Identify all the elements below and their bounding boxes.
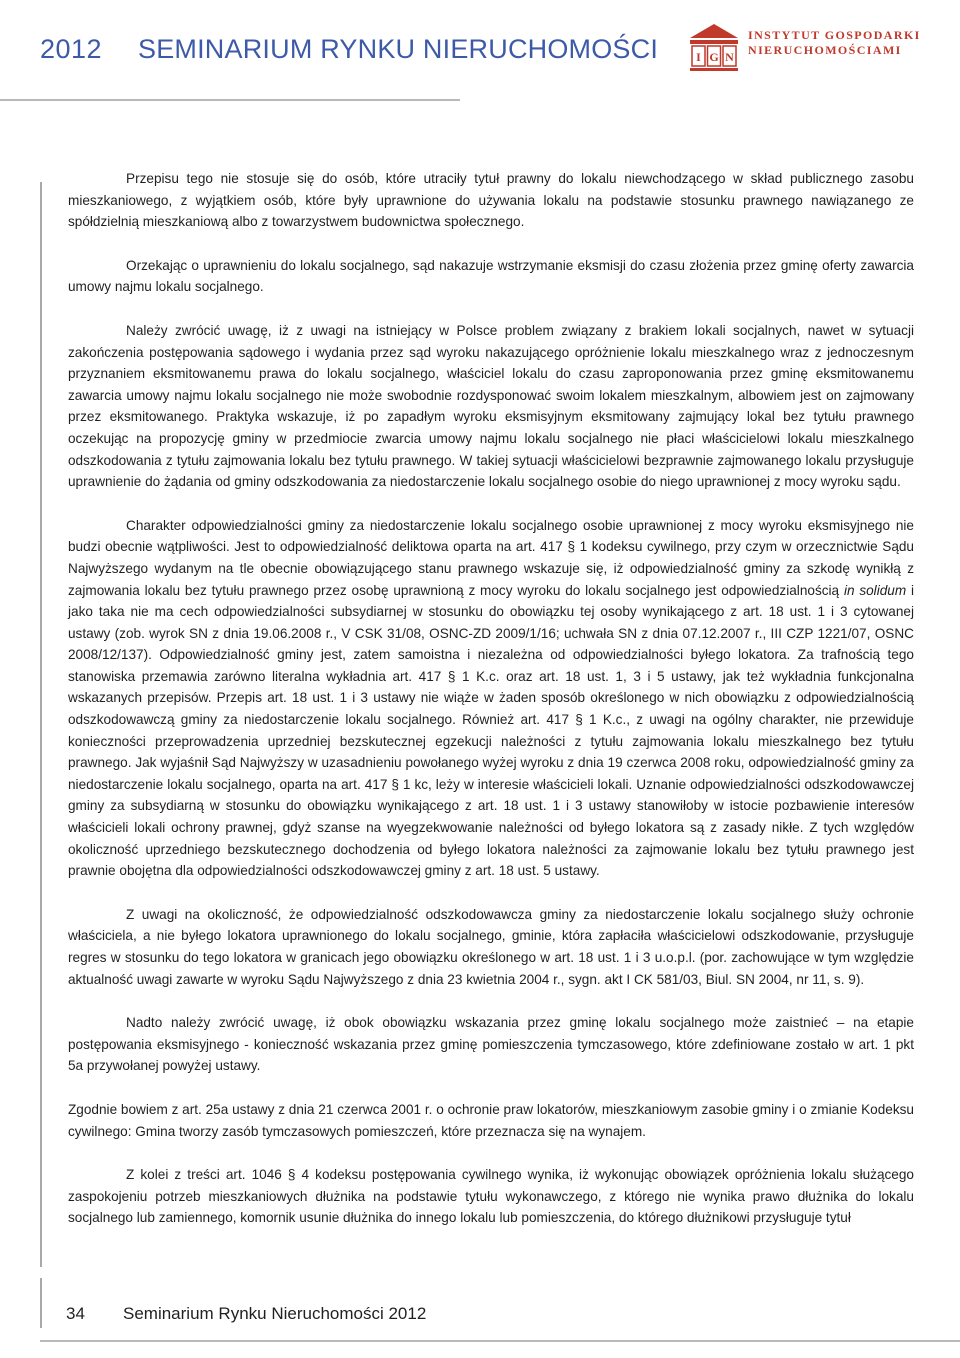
header-divider [0, 99, 460, 101]
ign-logo [686, 18, 946, 74]
header-year: 2012 [40, 34, 103, 64]
paragraph-text: i jako taka nie ma cech odpowiedzialności subsydiarnej w stosunku do obowiązku tej osoby wynikającego z art. 18 ust. 1 i 3 cytowanej ustawy (zob. wyrok SN z dnia 19.06.2008 r., V CSK 31/08, OSNC-ZD 2009/1/16; uchwała SN z dnia 07.12.2007 r., III CZP 1221/07, OSNC 2008/12/137). Odpowiedzialność gminy jest, zatem samoistna i niezależna od odpowiedzialności byłego lokatora. Za trafnością tego stanowiska przemawia zarówno literalna wykładnia art. 417 § 1 K.c. oraz art. 18 ust. 1, 3 i 5 ustawy, jak też wykładnia funkcjonalna wskazanych przepisów. Przepis art. 18 ust. 1 i 3 ustawy nie wiąże w żaden sposób określonego w nich obowiązku z odpowiedzialnością odszkodowawczą gminy za niedostarczenie lokalu socjalnego. Również art. 417 § 1 K.c., z uwagi na ogólny charakter, nie przewiduje konieczności przeprowadzenia uprzedniej bezskutecznej egzekucji należności z tytułu zajmowania lokalu mieszkalnego bez tytułu prawnego. Jak wyjaśnił Sąd Najwyższy w uzasadnieniu powołanego wyżej wyroku z dnia 19 czerwca 2008 roku, odpowiedzialność gminy za niedostarczenie lokalu socjalnego, oparta na art. 417 § 1 kc, leży w interesie właścicieli lokali. Uznanie odpowiedzialności odszkodowawczej gminy za subsydiarną w stosunku do obowiązku wynikającego z art. 18 ust. 1 i 3 ustawy stanowiłoby w istocie pozbawienie interesów właścicieli lokali ochrony prawnej, gdyż szanse na wyegzekwowanie należności od byłego lokatora są z zasady nikłe. Z tych względów okoliczność uprzedniego bezskutecznego dochodzenia od byłego lokatora należności za zajmowanie lokalu bez tytułu prawnego jest prawnie obojętna dla odpowiedzialności odszkodowawczej gminy z art. 18 ust. 5 ustawy. [68, 582, 915, 879]
logo-line-2: NIERUCHOMOŚCIAMI [748, 43, 902, 57]
paragraph-text: Charakter odpowiedzialności gminy za niedostarczenie lokalu socjalnego osobie uprawnionej z mocy wyroku eksmisyjnego nie budzi obecnie wątpliwości. Jest to odpowiedzialność deliktowa oparta na art. 417 § 1 kodeksu cywilnego, przy czym w orzecznictwie Sądu Najwyższego wydanym na tle obecnie obowiązującego stanu prawnego wskazuje się, iż odpowiedzialność gminy za szkodę wynikłą z zajmowania lokalu bez tytułu prawnego przez osobę uprawnioną z mocy wyroku do lokalu socjalnego jest odpowiedzialnością [68, 517, 914, 598]
logo-initial-i: I [696, 50, 701, 64]
left-margin-rule [40, 182, 42, 1267]
paragraph: Należy zwrócić uwagę, iż z uwagi na istniejący w Polsce problem związany z brakiem lokali socjalnych, nawet w sytuacji zakończenia postępowania sądowego i wydania przez sąd wyroku nakazującego opróżnienie lokalu mieszkalnego wraz z jednoczesnym przyznaniem eksmitowanemu prawa do lokalu socjalnego, właściciel lokalu do czasu zaproponowania przez gminę eksmitowanemu zawarcia umowy najmu lokalu socjalnego nie może swobodnie rozdysponować swoim lokalem mieszkalnym, albowiem jest on zajmowany przez eksmitowanego. Praktyka wskazuje, iż po zapadłym wyroku eksmisyjnym eksmitowany zajmujący lokal bez tytułu prawnego oczekując na propozycję gminy w przedmiocie zwarcia umowy najmu lokalu socjalnego nie płaci właścicielowi lokalu mieszkalnego odszkodowania z tytułu zajmowania lokalu bez tytułu prawnego. W takiej sytuacji właścicielowi bezprawnie zajmowanego lokalu przysługuje uprawnienie do żądania od gminy odszkodowania za niedostarczenie lokalu socjalnego osobie do niego uprawnionej z mocy wyroku sądu. [68, 322, 914, 490]
paragraph: Z uwagi na okoliczność, że odpowiedzialność odszkodowawcza gminy za niedostarczenie lokalu socjalnego służy ochronie właściciela, a nie byłego lokatora uprawnionego do lokalu socjalnego, gminie, która zapłaciła właścicielowi odszkodowanie, przysługuje regres w stosunku do tego lokatora w granicach jego obowiązku określonego w art. 18 ust. 1 i 3 u.o.p.l. (por. zachowujące w tym względzie aktualność uwagi zawarte w wyroku Sądu Najwyższego z dnia 23 kwietnia 2004 r., sygn. akt I CK 581/03, Biul. SN 2004, nr 11, s. 9). [68, 906, 914, 987]
paragraph: Orzekając o uprawnieniu do lokalu socjalnego, sąd nakazuje wstrzymanie eksmisji do czasu złożenia przez gminę oferty zawarcia umowy najmu lokalu socjalnego. [68, 257, 914, 295]
footer-title: Seminarium Rynku Nieruchomości 2012 [123, 1304, 427, 1323]
paragraph: Zgodnie bowiem z art. 25a ustawy z dnia 21 czerwca 2001 r. o ochronie praw lokatorów, mieszkaniowym zasobie gminy i o zmianie Kodeksu cywilnego: Gmina tworzy zasób tymczasowych pomieszczeń, które przeznacza się na wynajem. [68, 1101, 914, 1139]
footer-divider [40, 1340, 960, 1342]
logo-wordmark [748, 28, 921, 58]
paragraph: Przepisu tego nie stosuje się do osób, które utraciły tytuł prawny do lokalu niewchodzącego w skład publicznego zasobu mieszkaniowego, z wyjątkiem osób, które były uprawnione do używania lokalu na podstawie stosunku prawnego nawiązanego ze spółdzielnią mieszkaniową albo z towarzystwem budownictwa społecznego. [68, 171, 914, 230]
building-logo-icon [686, 18, 742, 74]
latin-term: in solidum [843, 582, 907, 598]
logo-initial-g: G [709, 50, 719, 64]
footer-margin-rule [40, 1278, 42, 1328]
logo-line-1: INSTYTUT GOSPODARKI [748, 28, 921, 42]
page-header [0, 0, 960, 110]
article-body [68, 168, 914, 1251]
page-number: 34 [66, 1304, 85, 1323]
paragraph: Nadto należy zwrócić uwagę, iż obok obowiązku wskazania przez gminę lokalu socjalnego może zaistnieć – na etapie postępowania eksmisyjnego - konieczność wskazania przez gminę pomieszczenia tymczasowego, które zdefiniowane zostało w art. 1 pkt 5a przywołanej powyżej ustawy. [68, 1015, 914, 1074]
paragraph: Z kolei z treści art. 1046 § 4 kodeksu postępowania cywilnego wynika, iż wykonując obowiązek opróżnienia lokalu służącego zaspokojeniu potrzeb mieszkaniowych dłużnika na podstawie tytułu wykonawczego, z którego nie wynika prawo dłużnika do lokalu socjalnego lub zamiennego, komornik usunie dłużnika do innego lokalu lub pomieszczenia, do którego dłużnikowi przysługuje tytuł [68, 1167, 914, 1226]
paragraph-with-italic [68, 515, 914, 882]
logo-initial-n: N [725, 50, 734, 64]
header-title: SEMINARIUM RYNKU NIERUCHOMOŚCI [138, 34, 659, 64]
page-footer [0, 1278, 960, 1358]
